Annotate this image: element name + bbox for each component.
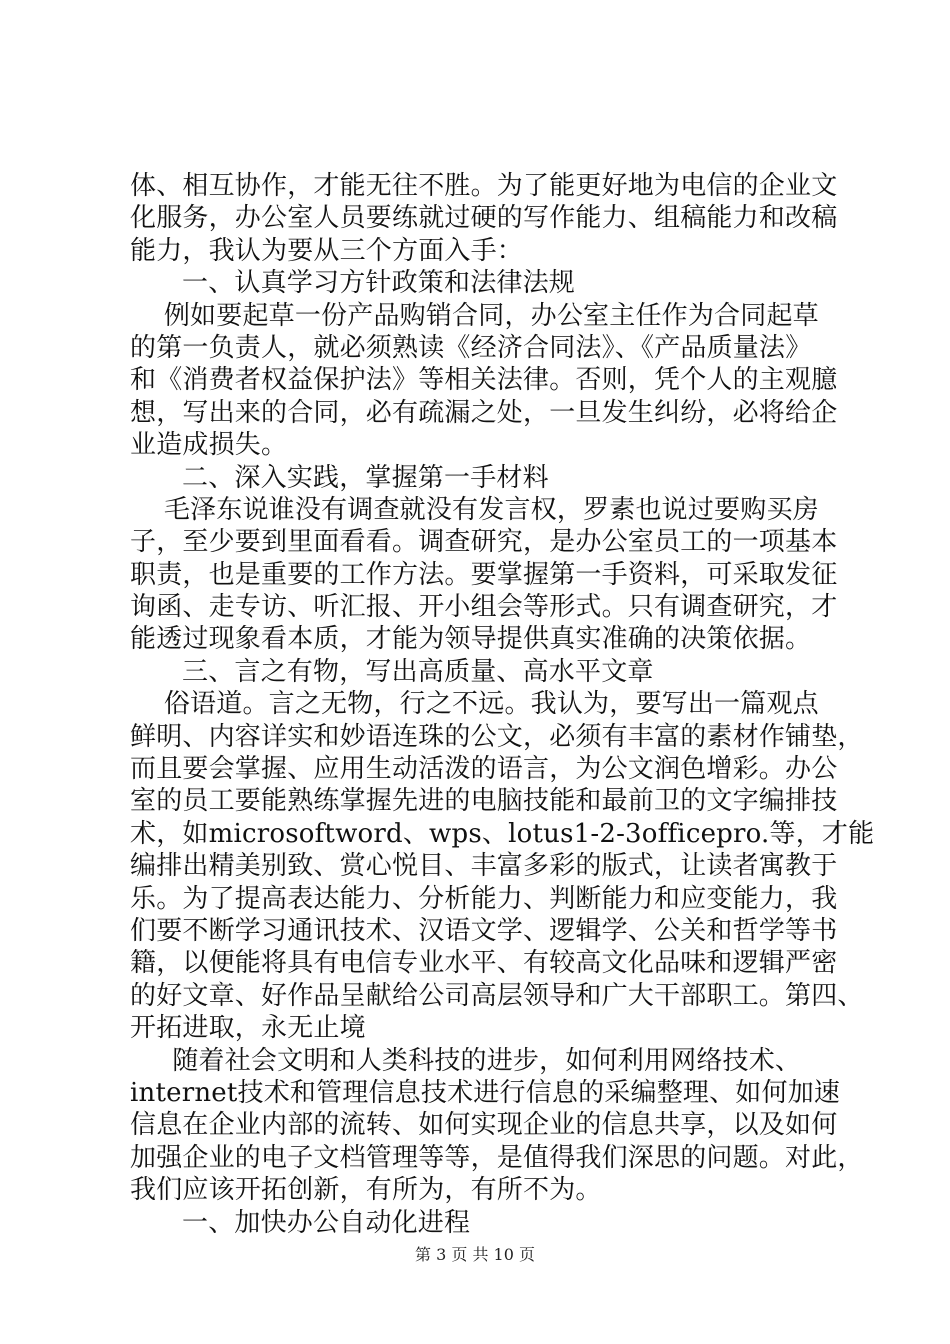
- section-heading-line: 一、认真学习方针政策和法律法规: [182, 268, 576, 299]
- paragraph-line: 的第一负责人，就必须熟读《经济合同法》、《产品质量法》: [130, 332, 812, 363]
- paragraph-line: 加强企业的电子文档管理等等，是值得我们深思的问题。对此，: [130, 1142, 864, 1173]
- paragraph-line: 职责，也是重要的工作方法。要掌握第一手资料，可采取发征: [130, 559, 838, 590]
- paragraph-line: 而且要会掌握、应用生动活泼的语言，为公文润色增彩。办公: [130, 754, 838, 785]
- paragraph-line: 鲜明、内容详实和妙语连珠的公文，必须有丰富的素材作铺垫，: [130, 721, 864, 752]
- paragraph-line: 随着社会文明和人类科技的进步，如何利用网络技术、: [130, 1045, 802, 1076]
- paragraph-line: 能力，我认为要从三个方面入手：: [130, 235, 524, 266]
- paragraph-line: 毛泽东说谁没有调查就没有发言权，罗素也说过要购买房: [130, 494, 819, 525]
- paragraph-line: 询函、走专访、听汇报、开小组会等形式。只有调查研究，才: [130, 592, 838, 623]
- paragraph-line: 子，至少要到里面看看。调查研究，是办公室员工的一项基本: [130, 527, 838, 558]
- paragraph-line: 俗语道。言之无物，行之不远。我认为，要写出一篇观点: [130, 689, 819, 720]
- page-footer: 第 3 页 共 10 页: [415, 1245, 535, 1264]
- paragraph-line: 想，写出来的合同，必有疏漏之处，一旦发生纠纷，必将给企: [130, 397, 838, 428]
- paragraph-line: 和《消费者权益保护法》等相关法律。否则，凭个人的主观臆: [130, 365, 838, 396]
- section-heading-line: 二、深入实践，掌握第一手材料: [182, 462, 549, 493]
- paragraph-line: 我们应该开拓创新，有所为，有所不为。: [130, 1175, 602, 1206]
- paragraph-line: 术，如microsoftword、wps、lotus1-2-3officepro.等，才能: [130, 818, 875, 849]
- document-body: [130, 170, 875, 1239]
- paragraph-line: 业造成损失。: [130, 430, 288, 461]
- paragraph-line: 室的员工要能熟练掌握先进的电脑技能和最前卫的文字编排技: [130, 786, 838, 817]
- paragraph-line: 能透过现象看本质，才能为领导提供真实准确的决策依据。: [130, 624, 812, 655]
- paragraph-line: 们要不断学习通讯技术、汉语文学、逻辑学、公关和哲学等书: [130, 915, 838, 946]
- paragraph-line: 乐。为了提高表达能力、分析能力、判断能力和应变能力，我: [130, 883, 838, 914]
- paragraph-line: 例如要起草一份产品购销合同，办公室主任作为合同起草: [130, 300, 819, 331]
- paragraph-line: 籍，以便能将具有电信专业水平、有较高文化品味和逻辑严密: [130, 948, 838, 979]
- paragraph-line: 体、相互协作，才能无往不胜。为了能更好地为电信的企业文: [130, 171, 838, 201]
- paragraph-line: 的好文章、好作品呈献给公司高层领导和广大干部职工。第四、: [130, 980, 864, 1011]
- paragraph-line: 编排出精美别致、赏心悦目、丰富多彩的版式，让读者寓教于: [130, 851, 838, 882]
- paragraph-line: internet技术和管理信息技术进行信息的采编整理、如何加速: [130, 1077, 841, 1108]
- paragraph-line: 信息在企业内部的流转、如何实现企业的信息共享，以及如何: [130, 1110, 838, 1141]
- section-heading-line: 三、言之有物，写出高质量、高水平文章: [182, 656, 654, 687]
- section-heading-line: 一、加快办公自动化进程: [182, 1207, 471, 1238]
- paragraph-line: 开拓进取，永无止境: [130, 1013, 366, 1044]
- paragraph-line: 化服务，办公室人员要练就过硬的写作能力、组稿能力和改稿: [130, 203, 838, 234]
